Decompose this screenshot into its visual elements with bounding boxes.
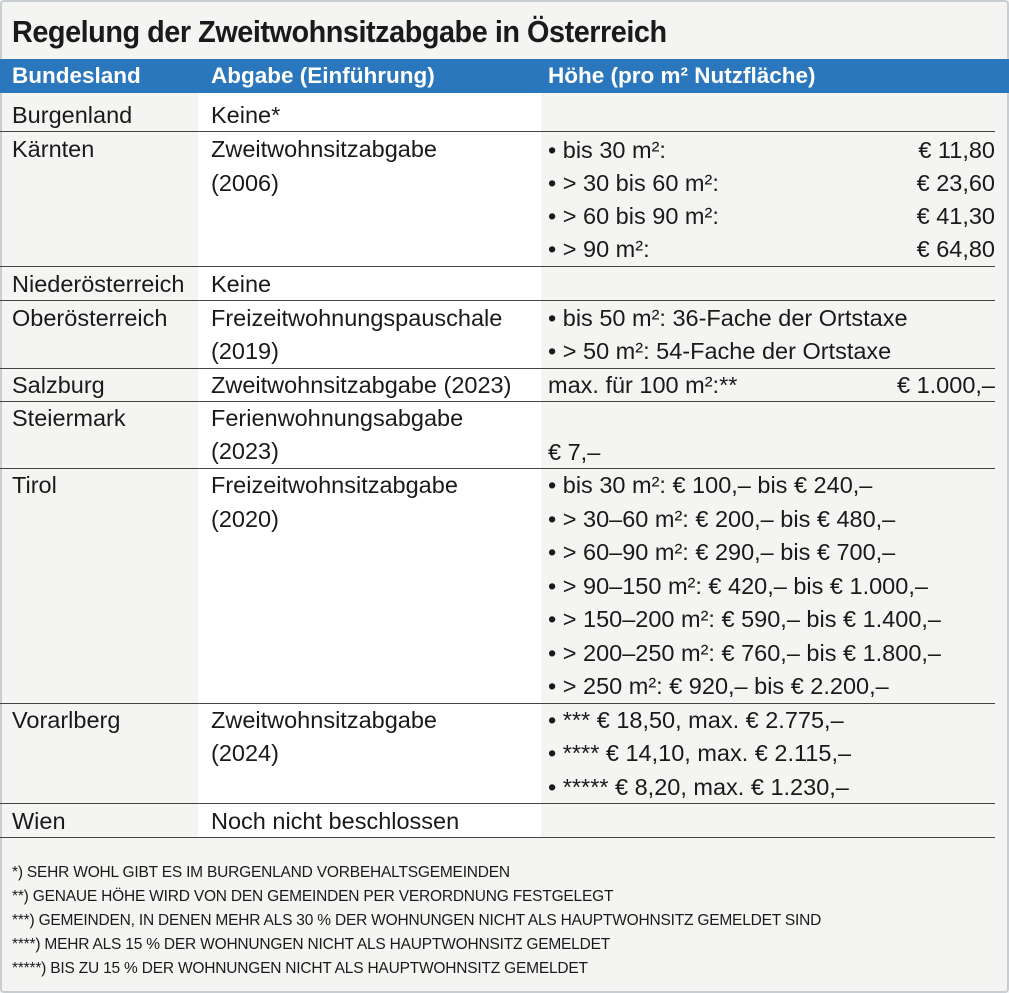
row-divider [0,131,995,132]
levy-oberoesterreich: Freizeitwohnungspauschale [211,305,503,331]
tier-value: € 64,80 [916,236,995,262]
tier-row [548,233,995,267]
tier-label: • > 60 bis 90 m²: [548,203,719,229]
tier-row [548,200,995,234]
state-vorarlberg: Vorarlberg [12,707,121,733]
levy-steiermark-year: (2023) [211,438,279,464]
levy-vorarlberg-year: (2024) [211,740,279,766]
row-divider [0,703,995,704]
header-levy: Abgabe (Einführung) [211,63,435,88]
levy-kaernten-year: (2006) [211,170,279,196]
tier-label: • > 90 m²: [548,236,650,262]
amount-line: • **** € 14,10, max. € 2.115,– [548,740,852,766]
amount-line: • > 30–60 m²: € 200,– bis € 480,– [548,506,896,532]
row-divider [0,401,995,402]
amount-steiermark: € 7,– [548,439,601,465]
amount-line: • bis 30 m²: € 100,– bis € 240,– [548,472,873,498]
footnote: ***) GEMEINDEN, IN DENEN MEHR ALS 30 % DER WOHNUNGEN NICHT ALS HAUPTWOHNSITZ GEMELDET SIND [12,912,822,929]
state-kaernten: Kärnten [12,136,95,162]
state-burgenland: Burgenland [12,102,133,128]
state-niederoesterreich: Niederösterreich [12,271,185,297]
state-steiermark: Steiermark [12,405,126,431]
amount-line: • ***** € 8,20, max. € 1.230,– [548,774,849,800]
amount-label: max. für 100 m²:** [548,372,738,398]
levy-oberoesterreich-year: (2019) [211,338,279,364]
row-divider [0,803,995,804]
amount-line: • *** € 18,50, max. € 2.775,– [548,707,844,733]
row-divider [0,300,995,301]
footnote: ****) MEHR ALS 15 % DER WOHNUNGEN NICHT ALS HAUPTWOHNSITZ GEMELDET [12,936,610,953]
tier-value: € 11,80 [918,137,995,163]
tier-row [548,369,995,403]
state-wien: Wien [12,808,66,834]
levy-niederoesterreich: Keine [211,271,272,297]
state-tirol: Tirol [12,472,57,498]
header-state: Bundesland [12,63,141,88]
amount-line: • > 250 m²: € 920,– bis € 2.200,– [548,673,889,699]
tier-label: • > 30 bis 60 m²: [548,170,719,196]
state-oberoesterreich: Oberösterreich [12,305,168,331]
amount-value: € 1.000,– [896,372,995,398]
tier-row [548,167,995,201]
levy-wien: Noch nicht beschlossen [211,808,460,834]
amount-line: • bis 50 m²: 36-Fache der Ortstaxe [548,305,908,331]
amount-line: • > 60–90 m²: € 290,– bis € 700,– [548,539,896,565]
page-title: Regelung der Zweitwohnsitzabgabe in Österreich [12,14,667,49]
footnote: *****) BIS ZU 15 % DER WOHNUNGEN NICHT ALS HAUPTWOHNSITZ GEMELDET [12,960,588,977]
tier-value: € 23,60 [916,170,995,196]
tier-value: € 41,30 [916,203,995,229]
footnote: **) GENAUE HÖHE WIRD VON DEN GEMEINDEN PER VERORDNUNG FESTGELEGT [12,888,614,905]
amount-line: • > 150–200 m²: € 590,– bis € 1.400,– [548,606,941,632]
levy-burgenland: Keine* [211,102,281,128]
levy-salzburg: Zweitwohnsitzabgabe (2023) [211,372,512,398]
row-divider [0,837,995,838]
amount-line: • > 50 m²: 54-Fache der Ortstaxe [548,338,892,364]
levy-tirol: Freizeitwohnsitzabgabe [211,472,458,498]
table-header-bar [0,59,1009,93]
footnote: *) SEHR WOHL GIBT ES IM BURGENLAND VORBEHALTSGEMEINDEN [12,864,510,881]
state-salzburg: Salzburg [12,372,105,398]
levy-kaernten: Zweitwohnsitzabgabe [211,136,437,162]
amount-line: • > 90–150 m²: € 420,– bis € 1.000,– [548,573,928,599]
tier-label: • bis 30 m²: [548,137,666,163]
tier-row [548,134,995,168]
levy-tirol-year: (2020) [211,506,279,532]
levy-steiermark: Ferienwohnungsabgabe [211,405,464,431]
row-divider [0,266,995,267]
header-amount: Höhe (pro m² Nutzfläche) [548,63,816,88]
amount-line: • > 200–250 m²: € 760,– bis € 1.800,– [548,640,941,666]
levy-vorarlberg: Zweitwohnsitzabgabe [211,707,437,733]
